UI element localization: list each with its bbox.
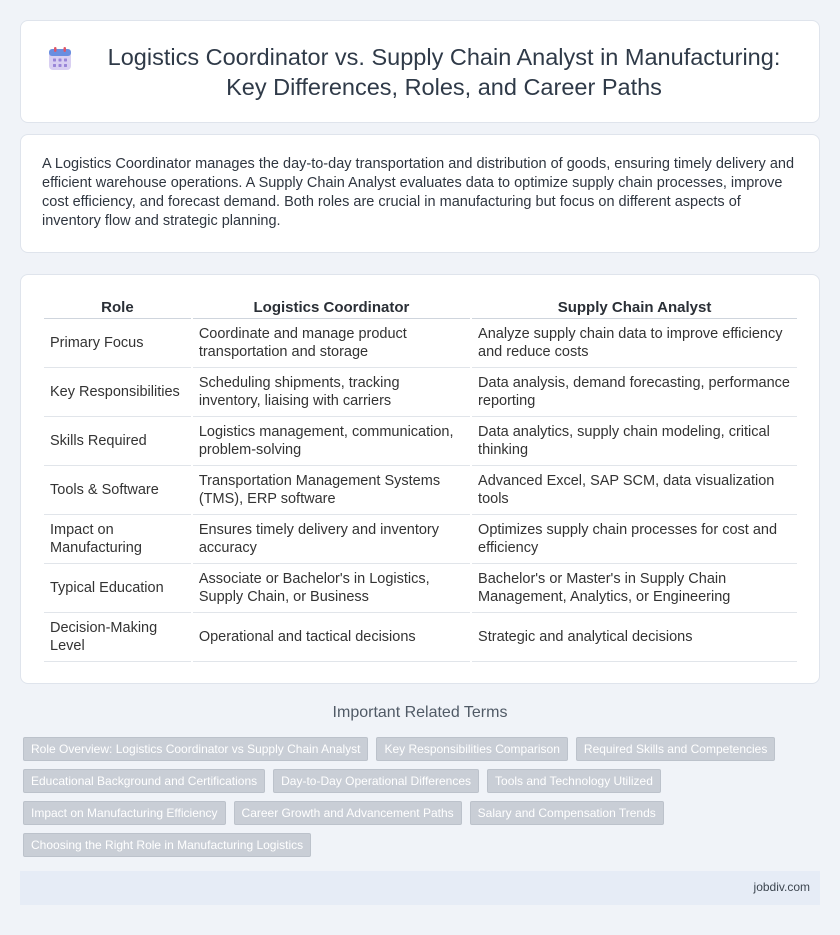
logistics-coordinator-cell: Ensures timely delivery and inventory accuracy [193,515,470,564]
row-label: Skills Required [44,417,191,466]
table-row [44,319,797,368]
row-label: Primary Focus [44,319,191,368]
header-supply-chain-analyst: Supply Chain Analyst [472,297,797,319]
supply-chain-analyst-cell: Strategic and analytical decisions [472,613,797,662]
supply-chain-analyst-cell: Data analysis, demand forecasting, performance reporting [472,368,797,417]
comparison-table-card [20,274,820,684]
footer-site-link[interactable]: jobdiv.com [753,880,810,894]
intro-paragraph: A Logistics Coordinator manages the day-to-day transportation and distribution of goods, ensuring timely delivery and efficient warehouse operations. A Supply Chain Analyst evaluates data to optimize supply chain processes, improve cost efficiency, and forecast demand. Both roles are crucial in manufacturing but focus on different aspects of inventory flow and strategic planning. [42,156,795,229]
table-row [44,466,797,515]
related-term-tag[interactable]: Educational Background and Certifications [23,769,265,793]
logistics-coordinator-cell: Coordinate and manage product transportation and storage [193,319,470,368]
supply-chain-analyst-cell: Optimizes supply chain processes for cost and efficiency [472,515,797,564]
title-card [20,20,820,123]
logistics-coordinator-cell: Transportation Management Systems (TMS), ERP software [193,466,470,515]
comparison-table [42,297,799,662]
supply-chain-analyst-cell: Data analytics, supply chain modeling, critical thinking [472,417,797,466]
related-term-tag[interactable]: Tools and Technology Utilized [487,769,661,793]
supply-chain-analyst-cell: Analyze supply chain data to improve efficiency and reduce costs [472,319,797,368]
header-role: Role [44,297,191,319]
table-row [44,515,797,564]
supply-chain-analyst-cell: Bachelor's or Master's in Supply Chain Management, Analytics, or Engineering [472,564,797,613]
header-logistics-coordinator: Logistics Coordinator [193,297,470,319]
related-term-tag[interactable]: Role Overview: Logistics Coordinator vs Supply Chain Analyst [23,737,368,761]
intro-card [20,134,820,253]
page-title: Logistics Coordinator vs. Supply Chain Analyst in Manufacturing: Key Differences, Roles, and Career Paths [107,43,781,100]
footer [20,871,820,905]
row-label: Decision-Making Level [44,613,191,662]
related-terms-list [23,737,803,865]
table-row [44,564,797,613]
supply-chain-analyst-cell: Advanced Excel, SAP SCM, data visualization tools [472,466,797,515]
table-header-row [44,297,797,319]
logistics-coordinator-cell: Associate or Bachelor's in Logistics, Supply Chain, or Business [193,564,470,613]
row-label: Typical Education [44,564,191,613]
related-term-tag[interactable]: Impact on Manufacturing Efficiency [23,801,226,825]
row-label: Impact on Manufacturing [44,515,191,564]
row-label: Tools & Software [44,466,191,515]
related-term-tag[interactable]: Salary and Compensation Trends [470,801,664,825]
related-term-tag[interactable]: Key Responsibilities Comparison [376,737,567,761]
logistics-coordinator-cell: Operational and tactical decisions [193,613,470,662]
logistics-coordinator-cell: Logistics management, communication, problem-solving [193,417,470,466]
row-label: Key Responsibilities [44,368,191,417]
calendar-icon [47,46,73,72]
related-term-tag[interactable]: Day-to-Day Operational Differences [273,769,479,793]
table-row [44,613,797,662]
related-terms-heading: Important Related Terms [332,704,508,721]
related-term-tag[interactable]: Career Growth and Advancement Paths [234,801,462,825]
logistics-coordinator-cell: Scheduling shipments, tracking inventory, liaising with carriers [193,368,470,417]
table-row [44,368,797,417]
table-row [44,417,797,466]
related-term-tag[interactable]: Required Skills and Competencies [576,737,775,761]
related-term-tag[interactable]: Choosing the Right Role in Manufacturing Logistics [23,833,311,857]
